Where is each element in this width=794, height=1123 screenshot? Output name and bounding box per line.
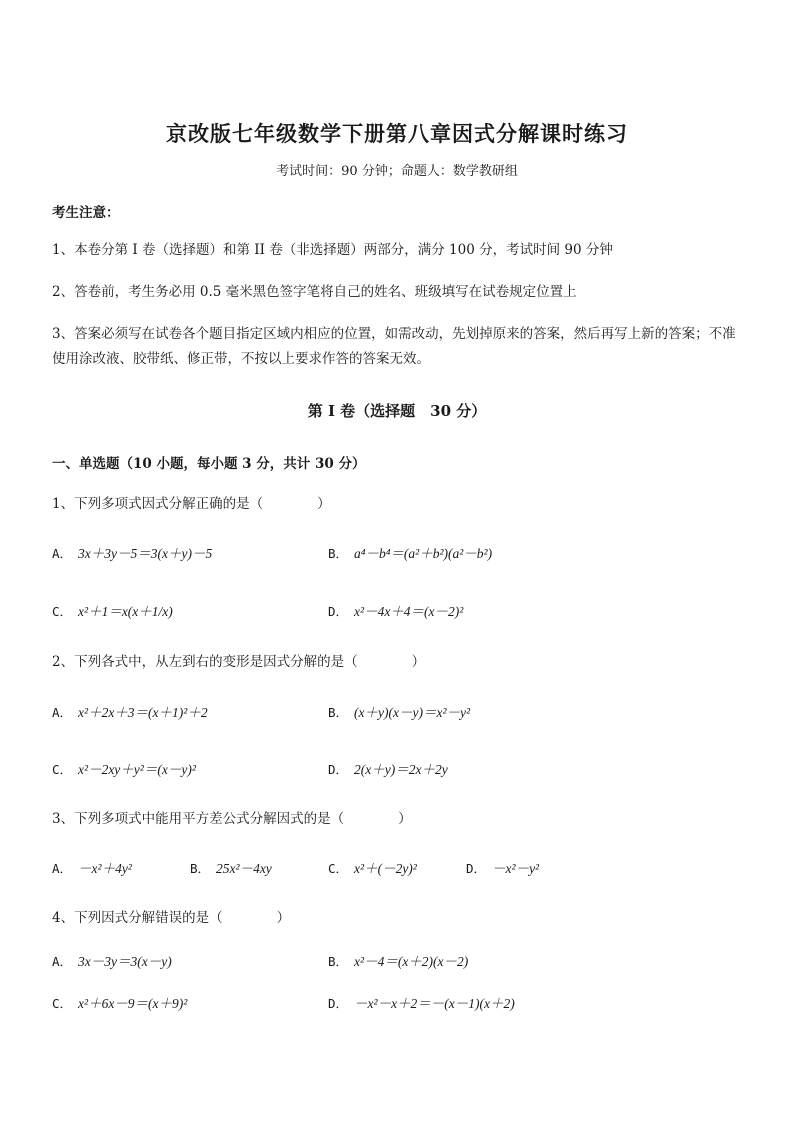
option-label: C．: [52, 762, 73, 777]
page-title: 京改版七年级数学下册第八章因式分解课时练习: [166, 121, 628, 146]
question-4-option-c[interactable]: [52, 992, 187, 1012]
option-label: A．: [52, 861, 73, 876]
question-3-option-b[interactable]: [190, 857, 272, 877]
question-1-option-a[interactable]: [52, 542, 212, 562]
question-2-stem: 2、下列各式中，从左到右的变形是因式分解的是（ ）: [52, 654, 426, 670]
option-expression: x²＋1＝x(x＋1/x): [78, 604, 173, 619]
question-4-option-b[interactable]: [328, 950, 468, 970]
notice-item-1: 1、本卷分第 I 卷（选择题）和第 II 卷（非选择题）两部分，满分 100 分，考试时间 90 分钟: [52, 242, 613, 258]
question-1-option-d[interactable]: [328, 600, 463, 620]
question-1-option-b[interactable]: [328, 542, 492, 562]
question-2-option-d[interactable]: [328, 758, 448, 778]
notice-heading: 考生注意：: [52, 205, 120, 221]
question-1-stem: 1、下列多项式因式分解正确的是（ ）: [52, 496, 331, 512]
option-label: A．: [52, 954, 73, 969]
option-expression: a⁴－b⁴＝(a²＋b²)(a²－b²): [354, 546, 493, 561]
option-expression: －x²－y²: [492, 861, 540, 876]
option-expression: x²＋2x＋3＝(x＋1)²＋2: [78, 705, 208, 720]
option-expression: x²－4＝(x＋2)(x－2): [354, 954, 469, 969]
question-3-option-a[interactable]: [52, 857, 132, 877]
option-label: B．: [328, 705, 349, 720]
question-3-option-d[interactable]: [466, 857, 539, 877]
notice-item-2: 2、答卷前，考生务必用 0.5 毫米黑色签字笔将自己的姓名、班级填写在试卷规定位置上: [52, 284, 577, 300]
section-title: 第 I 卷（选择题 30 分）: [307, 402, 487, 420]
question-4-option-d[interactable]: [328, 992, 515, 1012]
option-expression: 25x²－4xy: [216, 861, 272, 876]
option-expression: x²＋(－2y)²: [354, 861, 417, 876]
option-label: B．: [328, 954, 349, 969]
question-2-option-a[interactable]: [52, 701, 208, 721]
question-2-option-b[interactable]: [328, 701, 470, 721]
option-expression: 2(x＋y)＝2x＋2y: [354, 762, 448, 777]
part-title: 一、单选题（10 小题，每小题 3 分，共计 30 分）: [52, 456, 366, 472]
notice-item-3: 3、答案必须写在试卷各个题目指定区域内相应的位置，如需改动，先划掉原来的答案，然后再写上新的答案；不准使用涂改液、胶带纸、修正带，不按以上要求作答的答案无效。: [52, 326, 736, 367]
option-expression: 3x＋3y－5＝3(x＋y)－5: [78, 546, 213, 561]
option-label: B．: [328, 546, 349, 561]
question-1-option-c[interactable]: [52, 600, 173, 620]
option-label: A．: [52, 546, 73, 561]
option-label: B．: [190, 861, 211, 876]
question-2-option-c[interactable]: [52, 758, 196, 778]
option-expression: 3x－3y＝3(x－y): [78, 954, 172, 969]
question-4-stem: 4、下列因式分解错误的是（ ）: [52, 910, 291, 926]
question-4-option-a[interactable]: [52, 950, 172, 970]
option-label: D．: [328, 762, 349, 777]
option-label: D．: [328, 996, 349, 1011]
option-label: C．: [328, 861, 349, 876]
exam-info: 考试时间：90 分钟；命题人：数学教研组: [276, 164, 518, 179]
option-expression: －x²－x＋2＝－(x－1)(x＋2): [354, 996, 515, 1011]
option-expression: x²－2xy＋y²＝(x－y)²: [78, 762, 196, 777]
option-label: C．: [52, 604, 73, 619]
option-label: C．: [52, 996, 73, 1011]
option-expression: －x²＋4y²: [78, 861, 132, 876]
question-3-option-c[interactable]: [328, 857, 417, 877]
option-label: D．: [466, 861, 487, 876]
option-label: A．: [52, 705, 73, 720]
option-label: D．: [328, 604, 349, 619]
question-3-stem: 3、下列多项式中能用平方差公式分解因式的是（ ）: [52, 811, 412, 827]
option-expression: (x＋y)(x－y)＝x²－y²: [354, 705, 471, 720]
option-expression: x²＋6x－9＝(x＋9)²: [78, 996, 188, 1011]
option-expression: x²－4x＋4＝(x－2)²: [354, 604, 464, 619]
